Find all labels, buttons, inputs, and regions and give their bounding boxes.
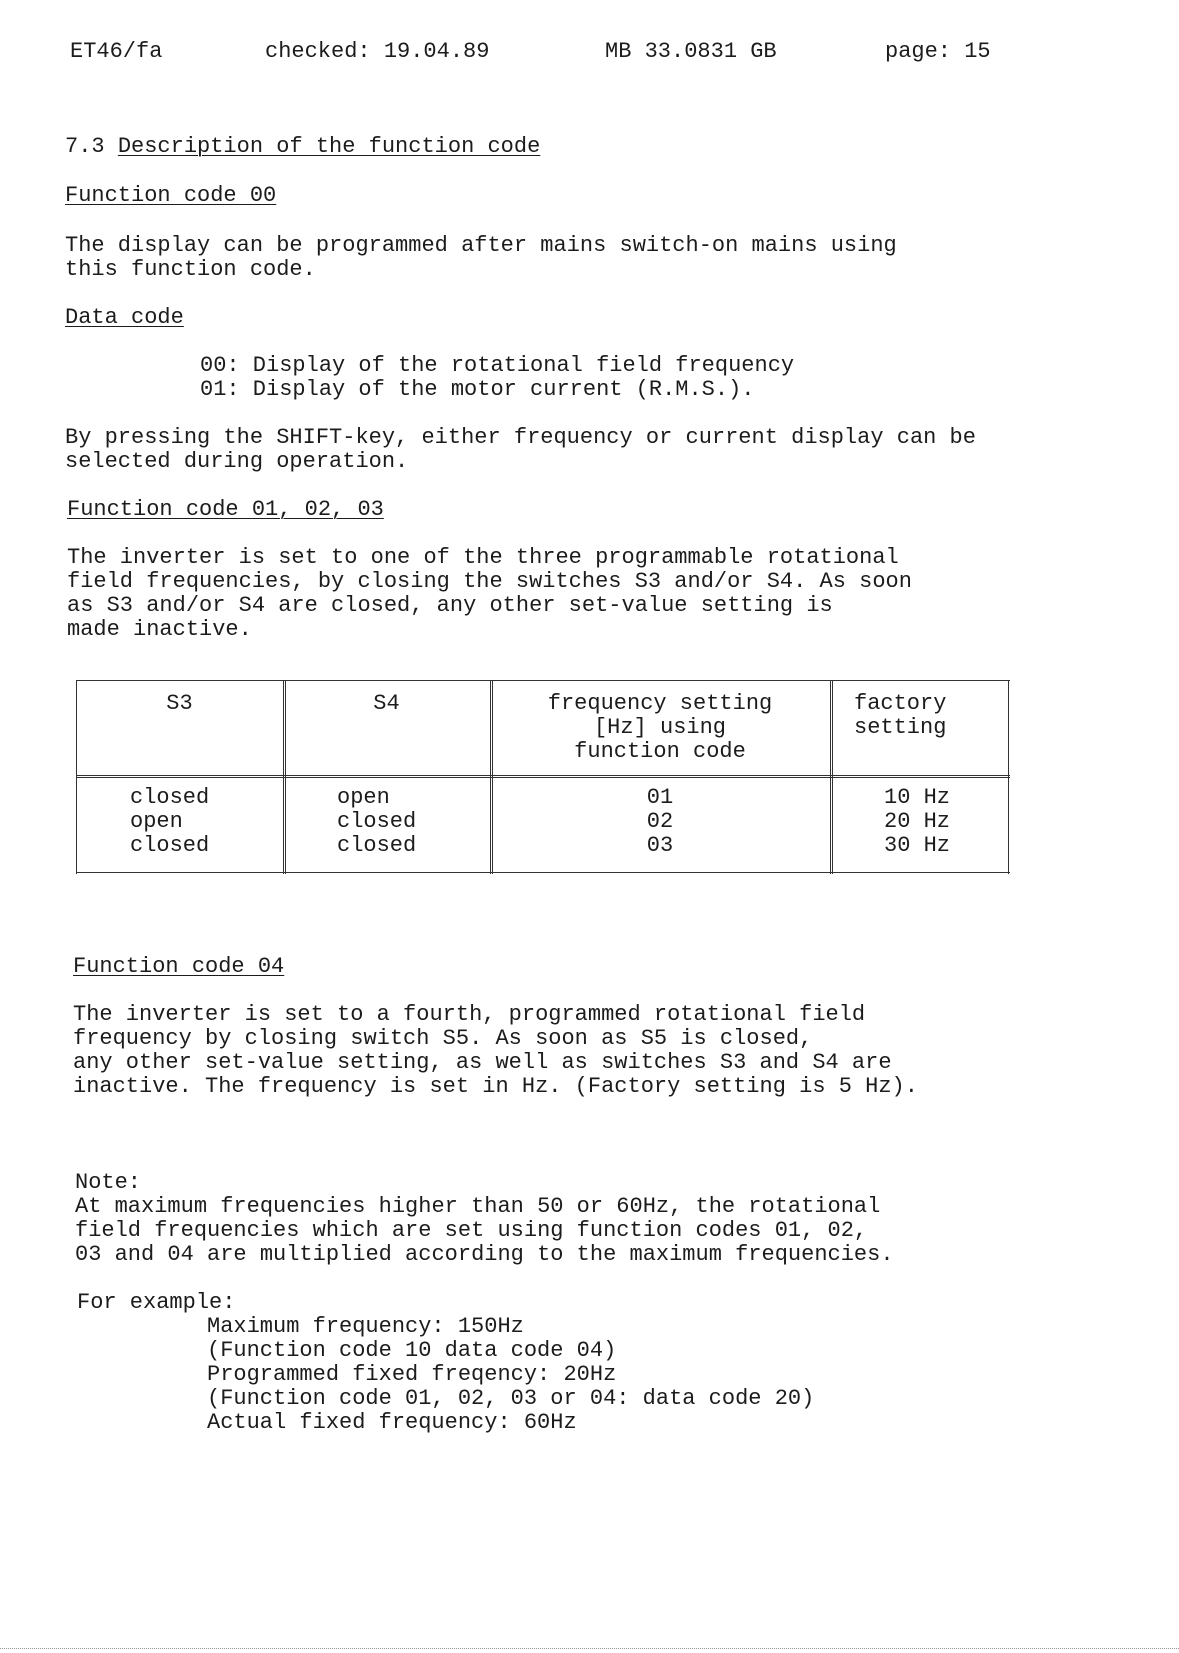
data-code-item-00: 00: Display of the rotational field frequency bbox=[200, 353, 795, 378]
table-cell-code: 03 bbox=[646, 833, 674, 858]
table-cell-code: 01 bbox=[646, 785, 674, 810]
table-cell-s4: closed bbox=[337, 809, 417, 834]
section-number: 7.3 bbox=[65, 134, 105, 159]
data-code-heading: Data code bbox=[65, 305, 184, 330]
table-cell-s3: open bbox=[130, 809, 183, 834]
page-bottom-edge bbox=[0, 1648, 1179, 1649]
header-page-number: page: 15 bbox=[885, 39, 991, 64]
fc00-text-line2: this function code. bbox=[65, 257, 316, 282]
shift-text-line2: selected during operation. bbox=[65, 449, 409, 474]
fc010203-line1: The inverter is set to one of the three programmable rotational bbox=[67, 545, 899, 570]
table-header-factory-line2: setting bbox=[854, 715, 947, 740]
fc04-heading: Function code 04 bbox=[73, 954, 285, 979]
table-right-border bbox=[1008, 680, 1009, 874]
fc04-line2: frequency by closing switch S5. As soon as S5 is closed, bbox=[73, 1026, 813, 1051]
table-cell-factory: 30 Hz bbox=[884, 833, 951, 858]
table-bottom-border bbox=[76, 872, 1010, 873]
table-top-border bbox=[76, 680, 1010, 681]
table-cell-s4: open bbox=[337, 785, 390, 810]
fc010203-heading: Function code 01, 02, 03 bbox=[67, 497, 384, 522]
switch-frequency-table bbox=[76, 680, 1010, 874]
example-line2: (Function code 10 data code 04) bbox=[207, 1338, 617, 1363]
table-cell-code: 02 bbox=[646, 809, 674, 834]
table-cell-factory: 20 Hz bbox=[884, 809, 951, 834]
shift-text-line1: By pressing the SHIFT-key, either frequency or current display can be bbox=[65, 425, 976, 450]
header-checked-date: checked: 19.04.89 bbox=[265, 39, 490, 64]
fc010203-line2: field frequencies, by closing the switches S3 and/or S4. As soon bbox=[67, 569, 912, 594]
header-reference: MB 33.0831 GB bbox=[605, 39, 777, 64]
fc00-text-line1: The display can be programmed after mains switch-on mains using bbox=[65, 233, 897, 258]
fc010203-line3: as S3 and/or S4 are closed, any other set-value setting is bbox=[67, 593, 833, 618]
table-col-divider-3 bbox=[830, 680, 833, 874]
note-line2: field frequencies which are set using function codes 01, 02, bbox=[75, 1218, 868, 1243]
table-cell-s4: closed bbox=[337, 833, 417, 858]
example-line3: Programmed fixed freqency: 20Hz bbox=[207, 1362, 617, 1387]
table-cell-factory: 10 Hz bbox=[884, 785, 951, 810]
fc04-line1: The inverter is set to a fourth, programmed rotational field bbox=[73, 1002, 866, 1027]
note-label: Note: bbox=[75, 1170, 142, 1195]
table-header-frequency-line3: function code bbox=[574, 739, 746, 764]
table-header-s3: S3 bbox=[166, 691, 193, 716]
table-header-separator bbox=[76, 775, 1010, 778]
note-line1: At maximum frequencies higher than 50 or 60Hz, the rotational bbox=[75, 1194, 881, 1219]
note-line3: 03 and 04 are multiplied according to the maximum frequencies. bbox=[75, 1242, 894, 1267]
table-cell-s3: closed bbox=[130, 785, 210, 810]
fc04-line4: inactive. The frequency is set in Hz. (Factory setting is 5 Hz). bbox=[73, 1074, 918, 1099]
header-doc-id: ET46/fa bbox=[70, 39, 163, 64]
example-line4: (Function code 01, 02, 03 or 04: data code 20) bbox=[207, 1386, 815, 1411]
example-line1: Maximum frequency: 150Hz bbox=[207, 1314, 524, 1339]
table-cell-s3: closed bbox=[130, 833, 210, 858]
fc04-line3: any other set-value setting, as well as switches S3 and S4 are bbox=[73, 1050, 892, 1075]
table-header-factory-line1: factory bbox=[854, 691, 947, 716]
fc010203-line4: made inactive. bbox=[67, 617, 252, 642]
example-label: For example: bbox=[77, 1290, 236, 1315]
fc00-heading: Function code 00 bbox=[65, 183, 277, 208]
example-line5: Actual fixed frequency: 60Hz bbox=[207, 1410, 577, 1435]
table-header-s4: S4 bbox=[373, 691, 400, 716]
table-header-frequency-line1: frequency setting bbox=[547, 691, 773, 716]
table-header-frequency-line2: [Hz] using bbox=[593, 715, 727, 740]
section-heading bbox=[65, 135, 540, 159]
data-code-item-01: 01: Display of the motor current (R.M.S.). bbox=[200, 377, 755, 402]
section-title: Description of the function code bbox=[117, 134, 541, 159]
